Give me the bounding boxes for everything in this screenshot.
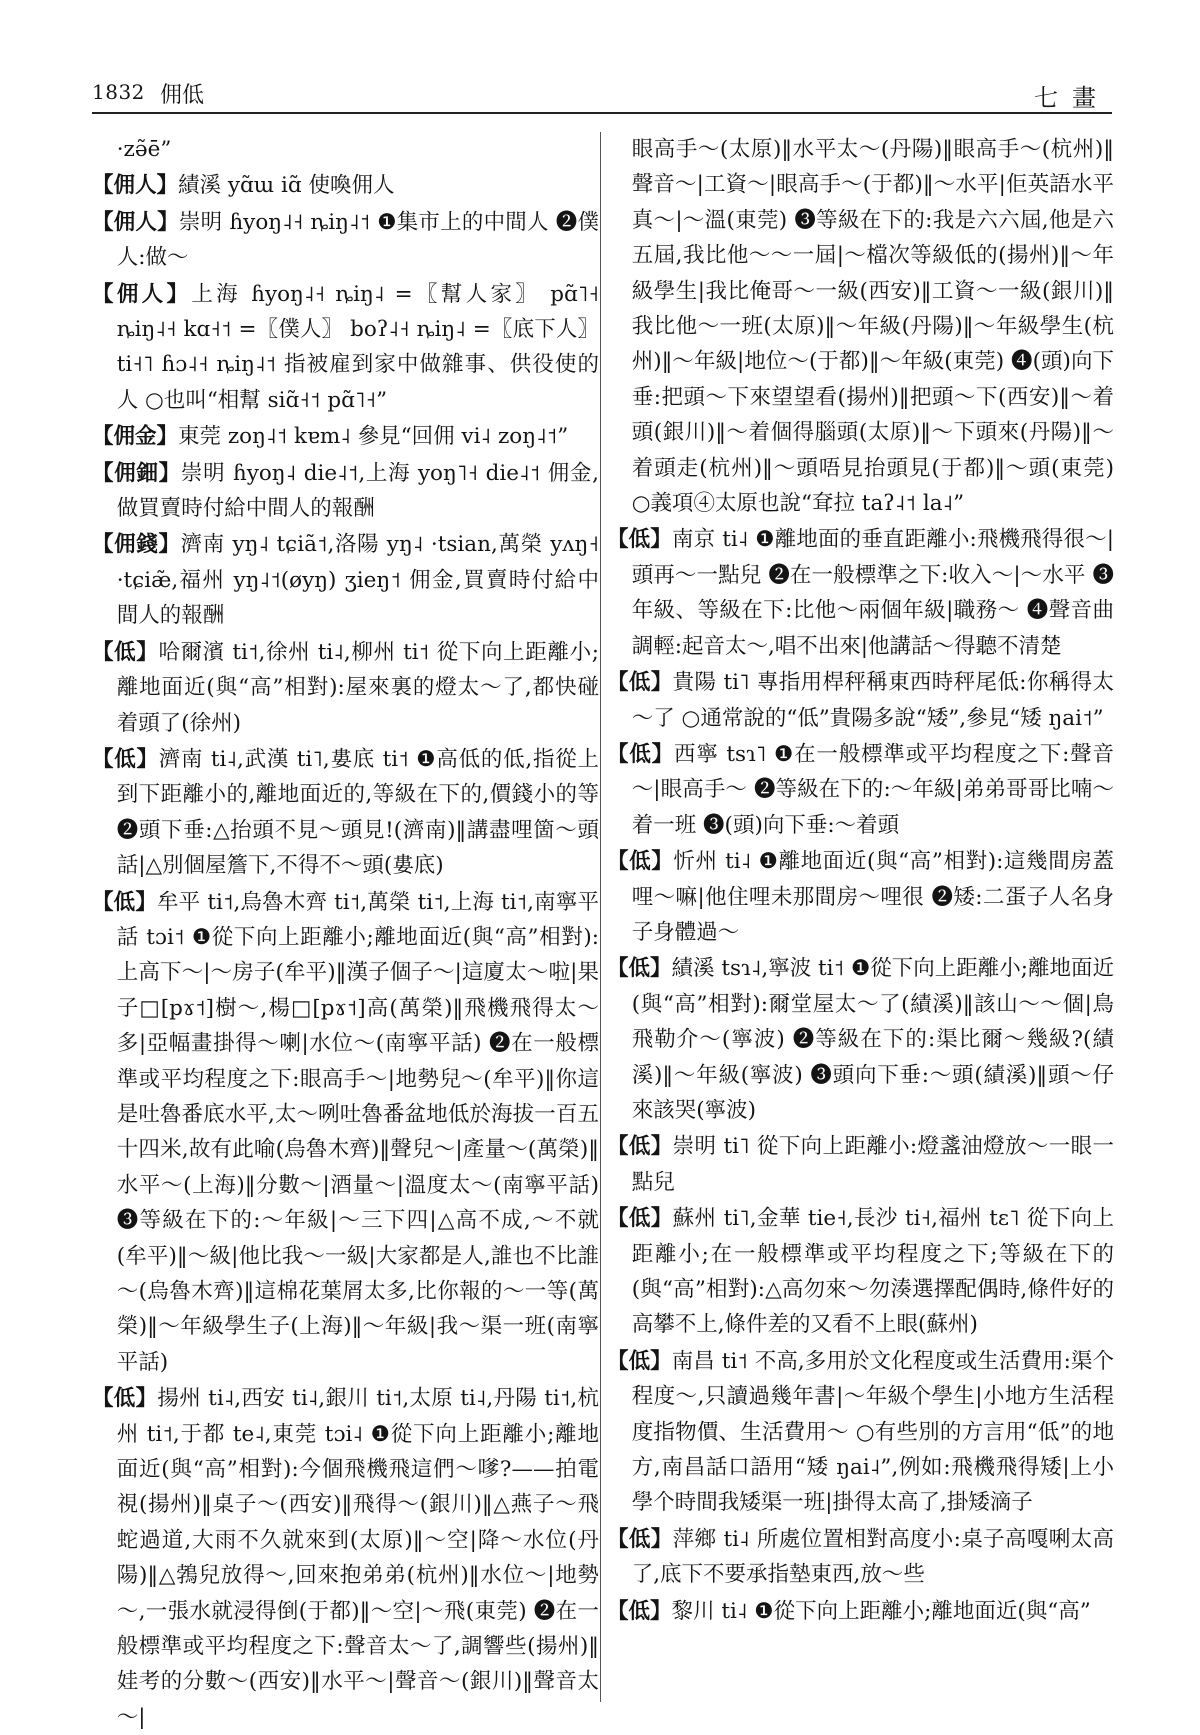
- entry-headword: 【低】: [607, 670, 673, 696]
- entry-headword: 【低】: [607, 1206, 673, 1232]
- entry-text: 萍鄉 ti˨ 所處位置相對高度小:桌子高嘎唎太高了,底下不要承指墊東西,放～些: [631, 1526, 1114, 1588]
- entry-text: 績溪 yɑ̃ɯ iɑ̃ 使喚佣人: [178, 173, 395, 199]
- entry-text: 南京 ti˨ ❶離地面的垂直距離小:飛機飛得很～|頭再～一點兒 ❷在一般標準之下:收入～|～水平 ❸年級、等級在下:比他～兩個年級|職務～ ❹聲音曲調輕:起音太～,唱不出來|他講話～得聽不清楚: [631, 527, 1114, 659]
- dictionary-entry: [92, 277, 599, 419]
- entry-text: 蘇州 ti˥,金華 tie˧,長沙 ti˧,福州 tɛ˥ 從下向上距離小;在一般標準或平均程度之下;等級在下的(與“高”相對):△高勿來～勿湊選擇配偶時,條件好的高攀不上,條件差的又看不上眼(蘇州): [631, 1206, 1114, 1338]
- entry-headword: 【低】: [607, 1598, 672, 1624]
- dictionary-entry: [92, 527, 599, 633]
- dictionary-entry: [607, 1129, 1114, 1200]
- dictionary-entry: [607, 1344, 1114, 1521]
- entry-headword: 【佣人】: [92, 173, 179, 199]
- dictionary-entry: [607, 522, 1114, 664]
- entry-headword: 【佣鈿】: [92, 460, 181, 486]
- entry-text: 東莞 zoŋ˨˦ kɐm˨ 參見“回佣 vi˨ zoŋ˨˦”: [178, 424, 569, 450]
- dictionary-entry: [607, 844, 1114, 950]
- entry-headword: 【低】: [607, 741, 674, 767]
- dictionary-entry: [607, 1522, 1114, 1593]
- dictionary-entry: [92, 635, 599, 741]
- entry-text: 眼高手～(太原)‖水平太～(丹陽)‖眼高手～(杭州)‖聲音～|工資～|眼高手～(于都)‖～水平|佢英語水平真～|～溫(東莞) ❸等級在下的:我是六六屆,他是六五屆,我比他～～一屆|～檔次等級低的(揚州)‖～年級學生|我比俺哥～一級(西安)‖工資～一級(銀川)‖我比他～一班(太原)‖～年級(丹陽)‖～年級學生(杭州)‖～年級|地位～(于都)‖～年級(東莞) ❹(頭)向下垂:把頭～下來望望看(揚州)‖把頭～下(西安)‖～着頭(銀川)‖～着個得腦頭(太原)‖～下頭來(丹陽)‖～着頭走(杭州)‖～頭唔見抬頭見(于都)‖～頭(東莞) ○義項④太原也說“耷拉 taʔ˨˦ la˨”: [631, 137, 1114, 517]
- entry-headword: 【佣錢】: [92, 532, 181, 558]
- dictionary-entry: [92, 132, 599, 167]
- entry-text: 崇明 ɦyoŋ˨ die˨˦,上海 yoŋ˥˧ die˨˦ 佣金,做買賣時付給中間人的報酬: [116, 460, 599, 522]
- dictionary-entry: [92, 168, 599, 203]
- entry-text: 濟南 ti˨,武漢 ti˥,婁底 ti˦ ❶高低的低,指從上到下距離小的,離地面近的,等級在下的,價錢小的等 ❷頭下垂:△抬頭不見～頭見!(濟南)‖講盡哩箇～頭話|△別個屋簷下,不得不～頭(婁底): [116, 746, 599, 879]
- entry-text: 崇明 ɦyoŋ˨˧ ȵiŋ˨˦ ❶集市上的中間人 ❷僕人:做～: [116, 209, 599, 271]
- entry-headword: 【低】: [92, 639, 159, 665]
- dictionary-entry: [92, 456, 599, 527]
- right-column: [607, 132, 1114, 1712]
- entry-text: 忻州 ti˨ ❶離地面近(與“高”相對):這幾間房蓋哩～嘛|他住哩未那間房～哩很 ❷矮:二蛋子人名身子身體過～: [631, 849, 1114, 945]
- entry-headword: 【低】: [607, 956, 672, 982]
- entry-text: 貴陽 ti˥ 專指用桿秤稱東西時秤尾低:你稱得太～了 ○通常說的“低”貴陽多說“矮”,參見“矮 ŋai˦”: [631, 670, 1114, 731]
- column-divider: [600, 132, 601, 1702]
- section-label: 七畫: [1034, 84, 1110, 112]
- entry-headword: 【低】: [607, 1526, 673, 1552]
- entry-text: 上海 ɦyoŋ˨˧ ȵiŋ˨ =〖幫人家〗 pɑ̃˥˧ ȵiŋ˨˧ kɑ˧˦ =〖僕人〗 boʔ˨˧ ȵiŋ˨ =〖底下人〗 ti˧˥ ɦɔ˨˧ ȵiŋ˨˦ 指被雇到家中做雜事、供役使的人 ○也叫“相幫 siɑ̃˧˦ pɑ̃˥˧”: [116, 281, 599, 413]
- entry-text: 濟南 yŋ˨ tɕiã˦,洛陽 yŋ˨ ·tsian,萬榮 yʌŋ˧ ·tɕiæ̃,福州 yŋ˨˦(øyŋ) ʒieŋ˦ 佣金,買賣時付給中間人的報酬: [116, 532, 599, 629]
- entry-headword: 【佣人】: [92, 209, 179, 235]
- entry-text: 南昌 ti˦ 不高,多用於文化程度或生活費用:渠个程度～,只讀過幾年書|～年級个學生|小地方生活程度指物價、生活費用～ ○有些別的方言用“低”的地方,南昌話口語用“矮 ŋai˨”,例如:飛機飛得矮|上小學个時間我矮渠一班|掛得太高了,掛矮滴子: [631, 1348, 1114, 1516]
- dictionary-entry: [607, 132, 1114, 521]
- entry-headword: 【低】: [607, 527, 672, 553]
- dictionary-entry: [92, 419, 599, 454]
- entry-headword: 【低】: [92, 746, 159, 772]
- entry-text: 黎川 ti˨ ❶從下向上距離小;離地面近(與“高”: [671, 1598, 1091, 1624]
- entry-text: 崇明 ti˥ 從下向上距離小:燈盞油燈放～一眼一點兒: [631, 1134, 1114, 1195]
- entry-text: 績溪 tsɿ˨,寧波 ti˦ ❶從下向上距離小;離地面近(與“高”相對):爾堂屋太～了(績溪)‖該山～～個|鳥飛勒介～(寧波) ❷等級在下的:渠比爾～幾級?(績溪)‖～年級(寧波) ❸頭向下垂:～頭(績溪)‖頭～仔來該哭(寧波): [631, 956, 1114, 1123]
- dictionary-entry: [607, 951, 1114, 1128]
- dictionary-entry: [607, 665, 1114, 736]
- entry-headword: 【佣人】: [92, 281, 192, 307]
- page-guide-words: 佣低: [160, 83, 205, 108]
- page-number: 1832: [92, 80, 145, 104]
- page-header: [92, 78, 1112, 114]
- entry-headword: 【低】: [92, 1386, 158, 1412]
- entry-headword: 【低】: [607, 1134, 673, 1160]
- dictionary-entry: [92, 205, 599, 276]
- dictionary-entry: [92, 742, 599, 884]
- dictionary-entry: [607, 737, 1114, 843]
- entry-headword: 【低】: [92, 889, 157, 915]
- entry-headword: 【佣金】: [92, 424, 179, 450]
- entry-headword: 【低】: [607, 1348, 672, 1374]
- entry-text: 哈爾濱 ti˦,徐州 ti˨,柳州 ti˦ 從下向上距離小;離地面近(與“高”相對):屋來裏的燈太～了,都快碰着頭了(徐州): [116, 639, 599, 736]
- entry-text: ·zə̃ē”: [116, 137, 172, 162]
- dictionary-entry: [607, 1594, 1114, 1629]
- dictionary-entry: [92, 885, 599, 1381]
- entry-text: 西寧 tsɿ˥ ❶在一般標準或平均程度之下:聲音～|眼高手～ ❷等級在下的:～年級|弟弟哥哥比喃～着一班 ❸(頭)向下垂:～着頭: [631, 741, 1114, 838]
- entry-text: 揚州 ti˨,西安 ti˨,銀川 ti˦,太原 ti˨,丹陽 ti˦,杭州 ti˦,于都 te˨,東莞 tɔi˨ ❶從下向上距離小;離地面近(與“高”相對):今個飛機飛這們～嗲?——拍電視(揚州)‖桌子～(西安)‖飛得～(銀川)‖△燕子～飛蛇過道,大雨不久就來到(太原)‖～空|降～水位(丹陽)‖△鵓兒放得～,回來抱弟弟(杭州)‖水位～|地勢～,一張水就浸得倒(于都)‖～空|～飛(東莞) ❷在一般標準或平均程度之下:聲音太～了,調響些(揚州)‖娃考的分數～(西安)‖水平～|聲音～(銀川)‖聲音太～|: [116, 1386, 599, 1730]
- entry-text: 牟平 ti˦,烏魯木齊 ti˦,萬榮 ti˦,上海 ti˦,南寧平話 tɔi˦ ❶從下向上距離小;離地面近(與“高”相對):上高下～|～房子(牟平)‖漢子個子～|這廈太～啦|果子□[pɤ˦]樹～,楊□[pɤ˦]高(萬榮)‖飛機飛得太～多|亞幅畫掛得～喇|水位～(南寧平話) ❷在一般標準或平均程度之下:眼高手～|地勢兒～(牟平)‖你這是吐魯番底水平,太～咧吐魯番盆地低於海拔一百五十四米,故有此喻(烏魯木齊)‖聲兒～|產量～(萬榮)‖水平～(上海)‖分數～|酒量～|溫度太～(南寧平話) ❸等級在下的:～年級|～三下四|△高不成,～不就(牟平)‖～級|他比我～一級|大家都是人,誰也不比誰～(烏魯木齊)‖這棉花葉屑太多,比你報的～一等(萬榮)‖～年級學生子(上海)‖～年級|我～渠一班(南寧平話): [116, 889, 599, 1375]
- entry-headword: 【低】: [607, 849, 674, 875]
- dictionary-entry: [92, 1381, 599, 1735]
- dictionary-entry: [607, 1201, 1114, 1343]
- left-column: [92, 132, 599, 1730]
